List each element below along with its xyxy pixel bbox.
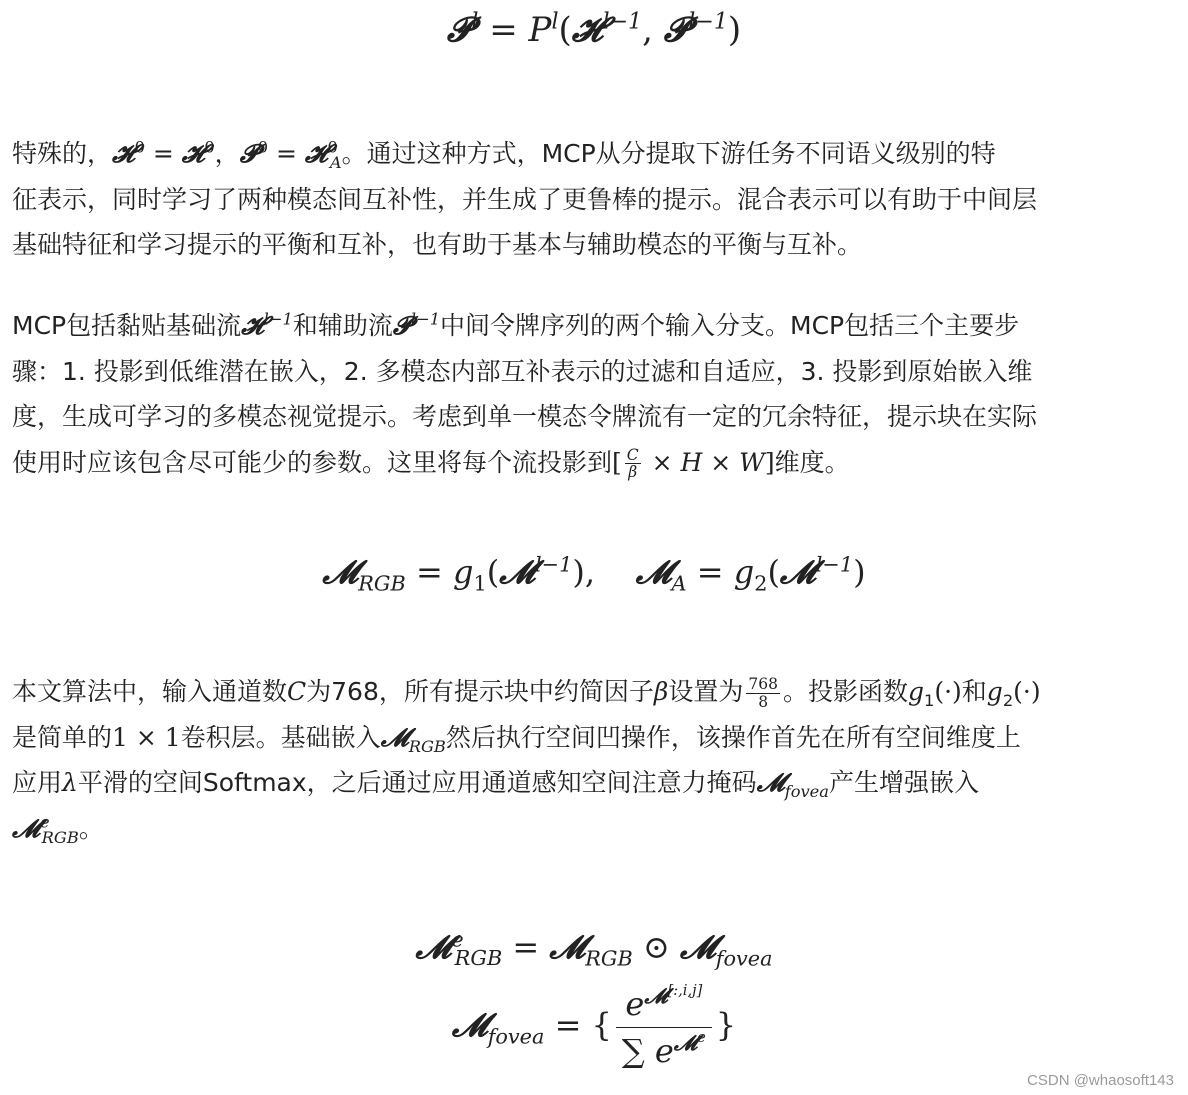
- paragraph-algorithm-details: 本文算法中，输入通道数C为768，所有提示块中约简因子β设置为 $\frac{768}{8}$ 。投影函数$g_1(\cdot)$和$g_2(\cdot)$ 是简单的1 × 1卷积层。基础嵌入𝓜$_{RGB}$然后执行空间凹操作，该操作首先在所有空间维度上 应用λ平滑的空间Softmax，之后通过应用通道感知空间注意力掩码𝓜$_{fovea}$产生增强嵌入 𝓜$^e_{RGB}$。: [12, 675, 1041, 847]
- equation-prompt-recurrence: 𝓟$^l$ = $P^l(𝓗^{l-1}$, 𝓟$^{l-1}$): [446, 8, 742, 50]
- paragraph-initialization: 特殊的，𝓗$^0$ = 𝓗$^0$，𝓟$^0$ = 𝓗$^0_A$。通过这种方式，MCP从分提取下游任务不同语义级别的特 征表示，同时学习了两种模态间互补性，并生成了更鲁棒的提示。混合表示可以有助于中间层 基础特征和学习提示的平衡和互补，也有助于基本与辅助模态的平衡与互补。: [12, 137, 1038, 259]
- paragraph-mcp-structure: MCP包括黏贴基础流𝓗$^{l-1}$和辅助流𝓟$^{l-1}$中间令牌序列的两个输入分支。MCP包括三个主要步 骤：1. 投影到低维潜在嵌入，2. 多模态内部互补表示的过滤和自适应，3. 投影到原始嵌入维 度，生成可学习的多模态视觉提示。考虑到单一模态令牌流有一定的冗余特征，提示块在实际 使用时应该包含尽可能少的参数。这里将每个流投影到[ $\frac{C}{\beta}$ × H × W]维度。: [12, 309, 1038, 481]
- equation-projection: 𝓜$_{RGB}$ = $g_1(𝓜^{l-1})$, 𝓜$_A$ = $g_2(𝓜^{l-1})$: [322, 552, 866, 596]
- equation-fovea-softmax: 𝓜$_{fovea}$ = { $\frac{e^{𝓜^{[:,i,j]}}}{\sum e^{𝓜^e}}$ }: [451, 982, 737, 1070]
- csdn-watermark: CSDN @whaosoft143: [1027, 1072, 1174, 1089]
- equation-enhanced-embedding: 𝓜$^e_{RGB}$ = 𝓜$_{RGB}$ ⊙ 𝓜$_{fovea}$: [415, 927, 773, 971]
